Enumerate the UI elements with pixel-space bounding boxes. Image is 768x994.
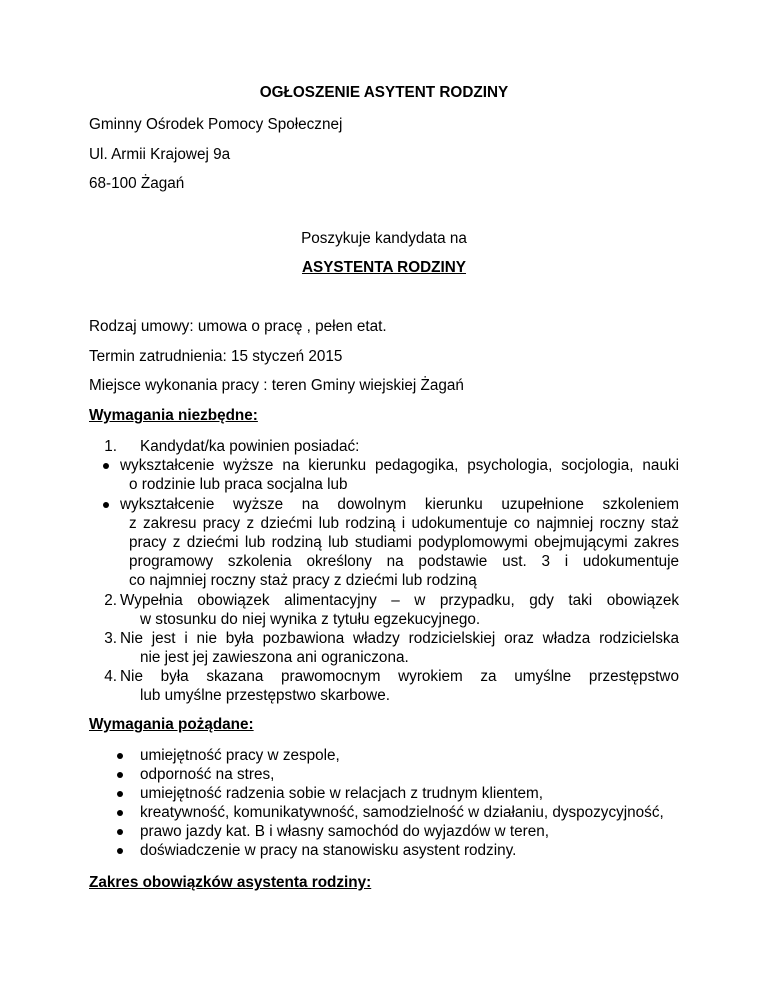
bullet-icon (117, 791, 123, 797)
list-number: 1. (104, 438, 117, 455)
seeking-text: Poszykuje kandydata na (301, 230, 467, 247)
desired-item: prawo jazdy kat. B i własny samochód do wyjazdów w teren, (140, 823, 549, 840)
bullet-alt-education-line-1: wykształcenie wyższe na dowolnym kierunku uzupełnione szkoleniem (120, 496, 679, 513)
desired-item: odporność na stres, (140, 766, 275, 783)
position-title: ASYSTENTA RODZINY (301, 259, 467, 276)
required-item-1: Kandydat/ka powinien posiadać: (140, 438, 360, 455)
required-item-3-line-1: Nie jest i nie była pozbawiona władzy rodzicielskiej oraz władza rodzicielska (120, 630, 679, 647)
desired-item: umiejętność pracy w zespole, (140, 747, 340, 764)
desired-item: kreatywność, komunikatywność, samodzielność w działaniu, dyspozycyjność, (140, 804, 664, 821)
desired-heading: Wymagania pożądane: (89, 716, 254, 733)
bullet-education-line-1: wykształcenie wyższe na kierunku pedagogika, psychologia, socjologia, nauki (120, 457, 679, 474)
bullet-icon (103, 463, 109, 469)
bullet-education-line-2: o rodzinie lub praca socjalna lub (129, 476, 348, 493)
document-title: OGŁOSZENIE ASYTENT RODZINY (259, 84, 509, 101)
list-number: 3. (104, 630, 117, 647)
work-location: Miejsce wykonania pracy : teren Gminy wiejskiej Żagań (89, 377, 464, 394)
duties-heading: Zakres obowiązków asystenta rodziny: (89, 874, 372, 891)
address-line-city: 68-100 Żagań (89, 175, 185, 192)
contract-type: Rodzaj umowy: umowa o pracę , pełen etat. (89, 318, 387, 335)
list-number: 2. (104, 592, 117, 609)
list-number: 4. (104, 668, 117, 685)
bullet-icon (117, 772, 123, 778)
required-item-4-line-2: lub umyślne przestępstwo skarbowe. (140, 687, 390, 704)
required-item-2-line-2: w stosunku do niej wynika z tytułu egzekucyjnego. (140, 611, 481, 628)
desired-item: umiejętność radzenia sobie w relacjach z trudnym klientem, (140, 785, 543, 802)
desired-item: doświadczenie w pracy na stanowisku asystent rodziny. (140, 842, 517, 859)
bullet-alt-education-line-5: co najmniej roczny staż pracy z dziećmi lub rodziną (129, 572, 477, 589)
required-heading: Wymagania niezbędne: (89, 407, 258, 424)
required-item-4-line-1: Nie była skazana prawomocnym wyrokiem za umyślne przestępstwo (120, 668, 679, 685)
required-item-2-line-1: Wypełnia obowiązek alimentacyjny – w przypadku, gdy taki obowiązek (120, 592, 679, 609)
bullet-icon (103, 502, 109, 508)
required-item-3-line-2: nie jest jej zawieszona ani ograniczona. (140, 649, 409, 666)
bullet-icon (117, 848, 123, 854)
bullet-alt-education-line-4: programowy szkolenia określony na podstawie ust. 3 i udokumentuje (129, 553, 679, 570)
bullet-icon (117, 753, 123, 759)
bullet-alt-education-line-2: z zakresu pracy z dziećmi lub rodziną i udokumentuje co najmniej roczny staż (129, 515, 679, 532)
employment-date: Termin zatrudnienia: 15 styczeń 2015 (89, 348, 343, 365)
bullet-alt-education-line-3: pracy z dziećmi lub rodziną lub studiami podyplomowymi obejmującymi zakres (129, 534, 679, 551)
address-line-street: Ul. Armii Krajowej 9a (89, 146, 231, 163)
address-line-institution: Gminny Ośrodek Pomocy Społecznej (89, 116, 343, 133)
bullet-icon (117, 810, 123, 816)
bullet-icon (117, 829, 123, 835)
